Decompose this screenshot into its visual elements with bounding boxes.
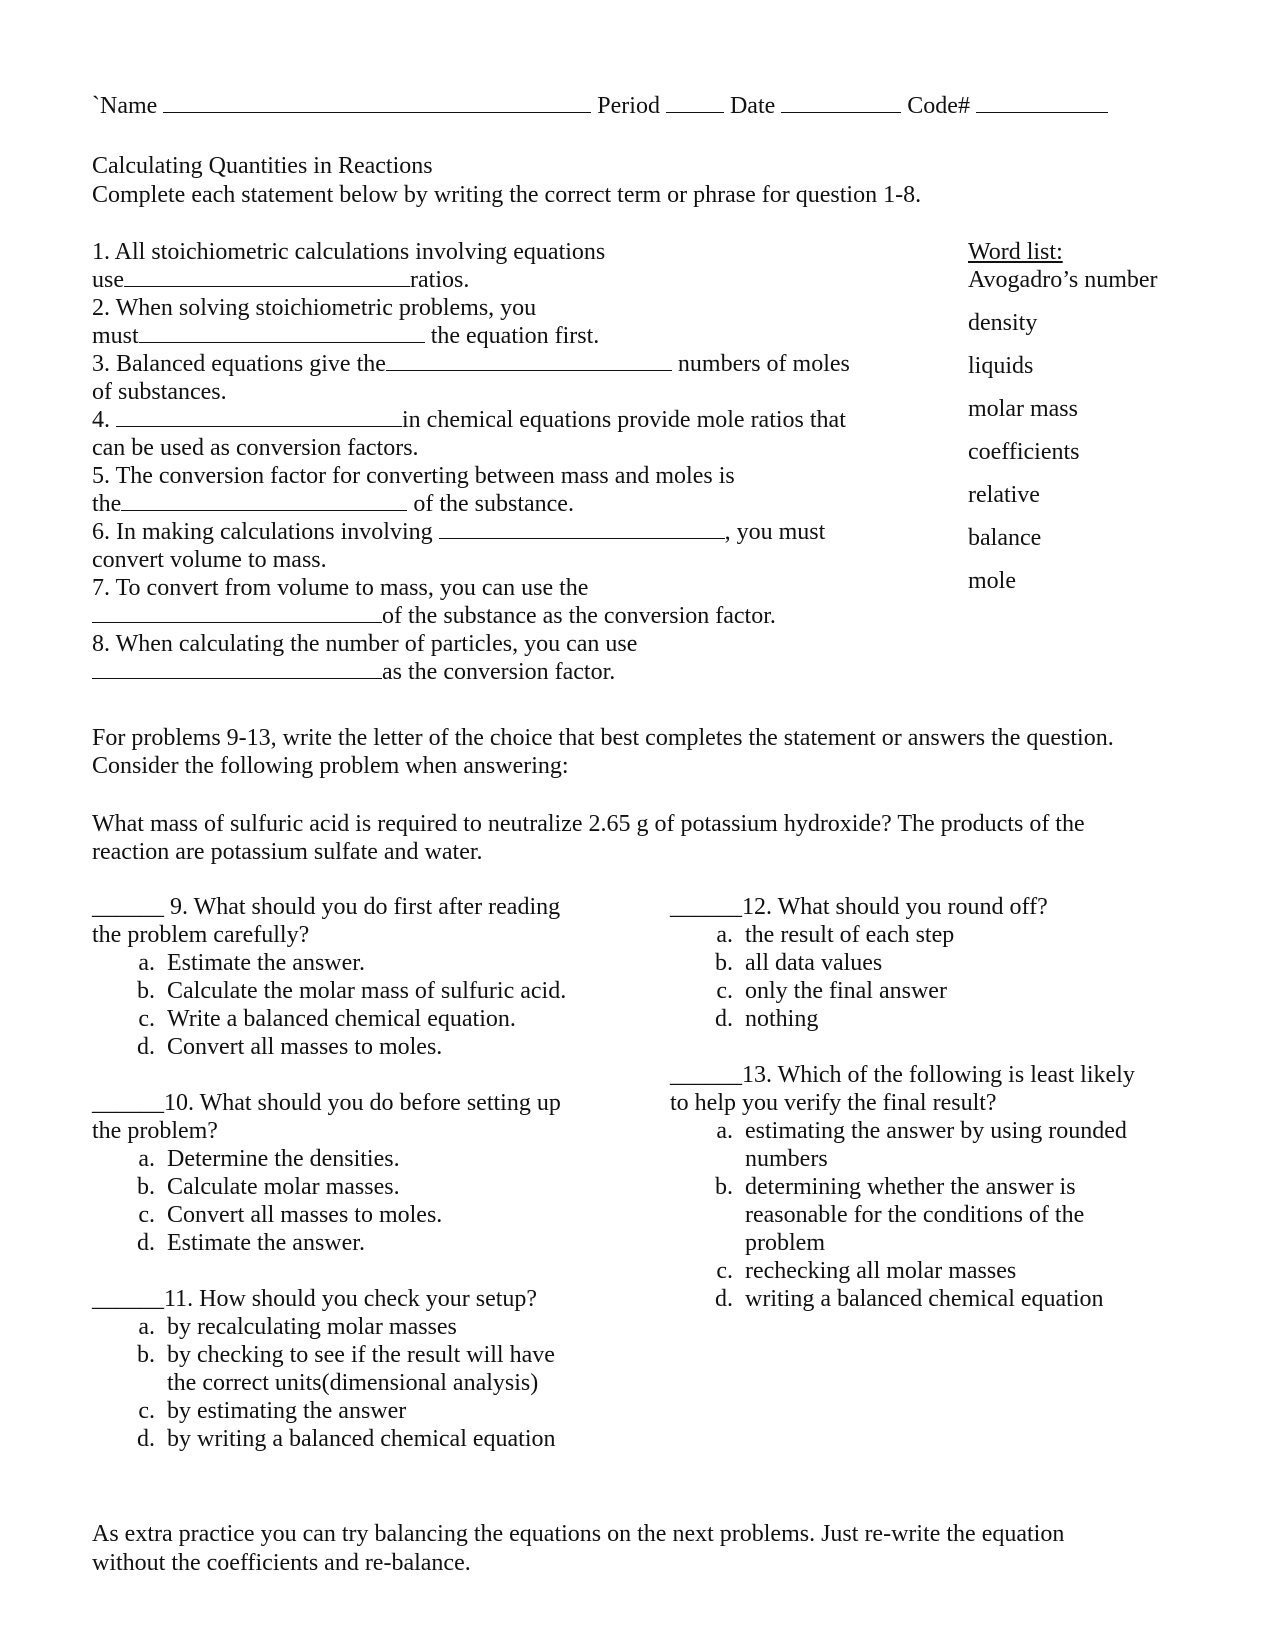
option-text: rechecking all molar masses — [745, 1258, 1017, 1284]
answer-option — [92, 1397, 652, 1425]
word-list-item: coefficients — [968, 439, 1080, 465]
q5-text-2: the — [92, 491, 122, 517]
option-text: writing a balanced chemical equation — [745, 1286, 1104, 1312]
answer-option — [92, 1425, 652, 1453]
word-list — [968, 238, 1228, 610]
fill-question-6 — [92, 518, 902, 574]
question-11 — [92, 1285, 652, 1453]
option-text: Calculate the molar mass of sulfuric acid. — [167, 978, 567, 1004]
answer-option — [92, 1173, 652, 1201]
fill-question-1 — [92, 238, 902, 294]
option-text: Estimate the answer. — [167, 1230, 365, 1256]
option-letter: d. — [715, 1006, 733, 1032]
q5-text-3: of the substance. — [407, 491, 574, 517]
answer-option — [92, 1313, 652, 1341]
answer-option — [92, 1201, 652, 1229]
fill-question-8 — [92, 630, 902, 686]
option-letter: b. — [715, 1174, 733, 1200]
q6-text-3: convert volume to mass. — [92, 547, 327, 573]
answer-option — [92, 1033, 652, 1061]
option-letter: b. — [137, 1174, 155, 1200]
option-text: the result of each step — [745, 922, 955, 948]
code-label: Code# — [907, 93, 970, 119]
option-letter: d. — [137, 1426, 155, 1452]
fill-question-7 — [92, 574, 902, 630]
answer-option — [92, 1341, 652, 1397]
problem-statement — [92, 810, 1222, 866]
fill-question-3 — [92, 350, 902, 406]
option-text: by estimating the answer — [167, 1398, 407, 1424]
extra-line: As extra practice you can try balancing the equations on the next problems. Just re-write the equation — [92, 1521, 1065, 1547]
word-list-item: molar mass — [968, 396, 1078, 422]
q2-answer-blank[interactable] — [139, 322, 425, 343]
question-stem: the problem carefully? — [92, 922, 310, 948]
question-stem: ______11. How should you check your setup? — [92, 1286, 538, 1312]
option-letter: c. — [138, 1398, 155, 1424]
q6-text-2: , you must — [724, 519, 826, 545]
period-blank[interactable] — [666, 92, 724, 113]
option-text: by checking to see if the result will have the correct units(dimensional analysis) — [167, 1342, 555, 1396]
word-list-item: balance — [968, 525, 1042, 551]
name-blank[interactable] — [163, 92, 591, 113]
question-13 — [670, 1061, 1230, 1313]
q1-answer-blank[interactable] — [124, 266, 410, 287]
q3-text: 3. Balanced equations give the — [92, 351, 386, 377]
q6-answer-blank[interactable] — [439, 518, 725, 539]
q5-answer-blank[interactable] — [121, 490, 407, 511]
q1-text-3: ratios. — [410, 267, 470, 293]
question-12 — [670, 893, 1230, 1033]
instructions: Complete each statement below by writing the correct term or phrase for question 1-8. — [92, 182, 922, 208]
question-9 — [92, 893, 652, 1061]
answer-option — [670, 949, 1230, 977]
answer-option — [670, 1257, 1230, 1285]
option-text: by writing a balanced chemical equation — [167, 1426, 556, 1452]
q4-answer-blank[interactable] — [116, 406, 402, 427]
option-text: estimating the answer by using rounded numbers — [745, 1118, 1127, 1172]
option-letter: a. — [716, 1118, 733, 1144]
q7-text: 7. To convert from volume to mass, you can use the — [92, 575, 589, 601]
option-letter: d. — [137, 1034, 155, 1060]
option-letter: c. — [138, 1202, 155, 1228]
fill-in-questions — [92, 238, 902, 686]
option-letter: a. — [716, 922, 733, 948]
multiple-choice-instructions — [92, 724, 1222, 780]
fill-question-2 — [92, 294, 902, 350]
question-stem: ______13. Which of the following is least likely — [670, 1062, 1135, 1088]
q4-text-2: in chemical equations provide mole ratios that — [402, 407, 846, 433]
option-letter: c. — [138, 1006, 155, 1032]
option-letter: a. — [138, 1146, 155, 1172]
name-label: `Name — [92, 93, 158, 119]
q6-text: 6. In making calculations involving — [92, 519, 439, 545]
q2-text: 2. When solving stoichiometric problems, you — [92, 295, 537, 321]
questions-left-column — [92, 893, 652, 1481]
option-text: Convert all masses to moles. — [167, 1202, 443, 1228]
answer-option — [92, 1145, 652, 1173]
option-letter: a. — [138, 950, 155, 976]
extra-line: without the coefficients and re-balance. — [92, 1550, 471, 1576]
question-stem: to help you verify the final result? — [670, 1090, 997, 1116]
date-label: Date — [729, 93, 776, 119]
question-stem: the problem? — [92, 1118, 218, 1144]
option-letter: d. — [137, 1230, 155, 1256]
option-text: Write a balanced chemical equation. — [167, 1006, 516, 1032]
answer-option — [670, 977, 1230, 1005]
option-text: determining whether the answer is reasonable for the conditions of the problem — [745, 1174, 1085, 1256]
q3-answer-blank[interactable] — [386, 350, 672, 371]
option-letter: c. — [716, 978, 733, 1004]
option-letter: d. — [715, 1286, 733, 1312]
answer-option — [670, 1117, 1230, 1173]
q4-text-3: can be used as conversion factors. — [92, 435, 419, 461]
q1-text-2: use — [92, 267, 124, 293]
option-text: by recalculating molar masses — [167, 1314, 457, 1340]
word-list-title: Word list: — [968, 239, 1063, 265]
option-letter: b. — [137, 1342, 155, 1368]
option-text: Calculate molar masses. — [167, 1174, 400, 1200]
code-blank[interactable] — [976, 92, 1108, 113]
fill-question-4 — [92, 406, 902, 462]
answer-option — [670, 921, 1230, 949]
answer-option — [92, 977, 652, 1005]
answer-option — [670, 1005, 1230, 1033]
option-text: Estimate the answer. — [167, 950, 365, 976]
word-list-item: density — [968, 310, 1038, 336]
option-text: Convert all masses to moles. — [167, 1034, 443, 1060]
q5-text: 5. The conversion factor for converting between mass and moles is — [92, 463, 735, 489]
question-stem: ______12. What should you round off? — [670, 894, 1048, 920]
answer-option — [92, 949, 652, 977]
question-stem: ______10. What should you do before setting up — [92, 1090, 561, 1116]
option-text: nothing — [745, 1006, 819, 1032]
word-list-item: Avogadro’s number — [968, 267, 1158, 293]
q4-text: 4. — [92, 407, 116, 433]
q7-text-2: of the substance as the conversion factor. — [382, 603, 776, 629]
q3-text-3: of substances. — [92, 379, 227, 405]
worksheet-title: Calculating Quantities in Reactions — [92, 153, 433, 179]
word-list-item: relative — [968, 482, 1040, 508]
title-block — [92, 152, 1212, 210]
option-letter: a. — [138, 1314, 155, 1340]
option-letter: b. — [715, 950, 733, 976]
extra-practice-note — [92, 1520, 1222, 1578]
mc-intro-line: For problems 9-13, write the letter of the choice that best completes the statement or answers the question. — [92, 725, 1114, 751]
answer-option — [670, 1285, 1230, 1313]
student-info-line — [92, 92, 1212, 122]
q3-text-2: numbers of moles — [671, 351, 850, 377]
word-list-item: mole — [968, 568, 1016, 594]
option-text: Determine the densities. — [167, 1146, 400, 1172]
q1-text: 1. All stoichiometric calculations involving equations — [92, 239, 606, 265]
q8-text-2: as the conversion factor. — [382, 659, 616, 685]
q8-answer-blank[interactable] — [92, 658, 382, 679]
problem-line: What mass of sulfuric acid is required to neutralize 2.65 g of potassium hydroxide? The products of the — [92, 811, 1085, 837]
q2-text-3: the equation first. — [424, 323, 600, 349]
q8-text: 8. When calculating the number of particles, you can use — [92, 631, 638, 657]
fill-question-5 — [92, 462, 902, 518]
answer-option — [92, 1229, 652, 1257]
option-text: only the final answer — [745, 978, 947, 1004]
mc-intro-line: Consider the following problem when answering: — [92, 753, 569, 779]
q7-answer-blank[interactable] — [92, 602, 382, 623]
question-stem: ______ 9. What should you do first after reading — [92, 894, 561, 920]
option-text: all data values — [745, 950, 883, 976]
answer-option — [92, 1005, 652, 1033]
option-letter: b. — [137, 978, 155, 1004]
questions-right-column — [670, 893, 1230, 1341]
option-letter: c. — [716, 1258, 733, 1284]
problem-line: reaction are potassium sulfate and water. — [92, 839, 483, 865]
period-label: Period — [597, 93, 660, 119]
question-10 — [92, 1089, 652, 1257]
answer-option — [670, 1173, 1230, 1257]
q2-text-2: must — [92, 323, 139, 349]
word-list-item: liquids — [968, 353, 1034, 379]
date-blank[interactable] — [781, 92, 901, 113]
